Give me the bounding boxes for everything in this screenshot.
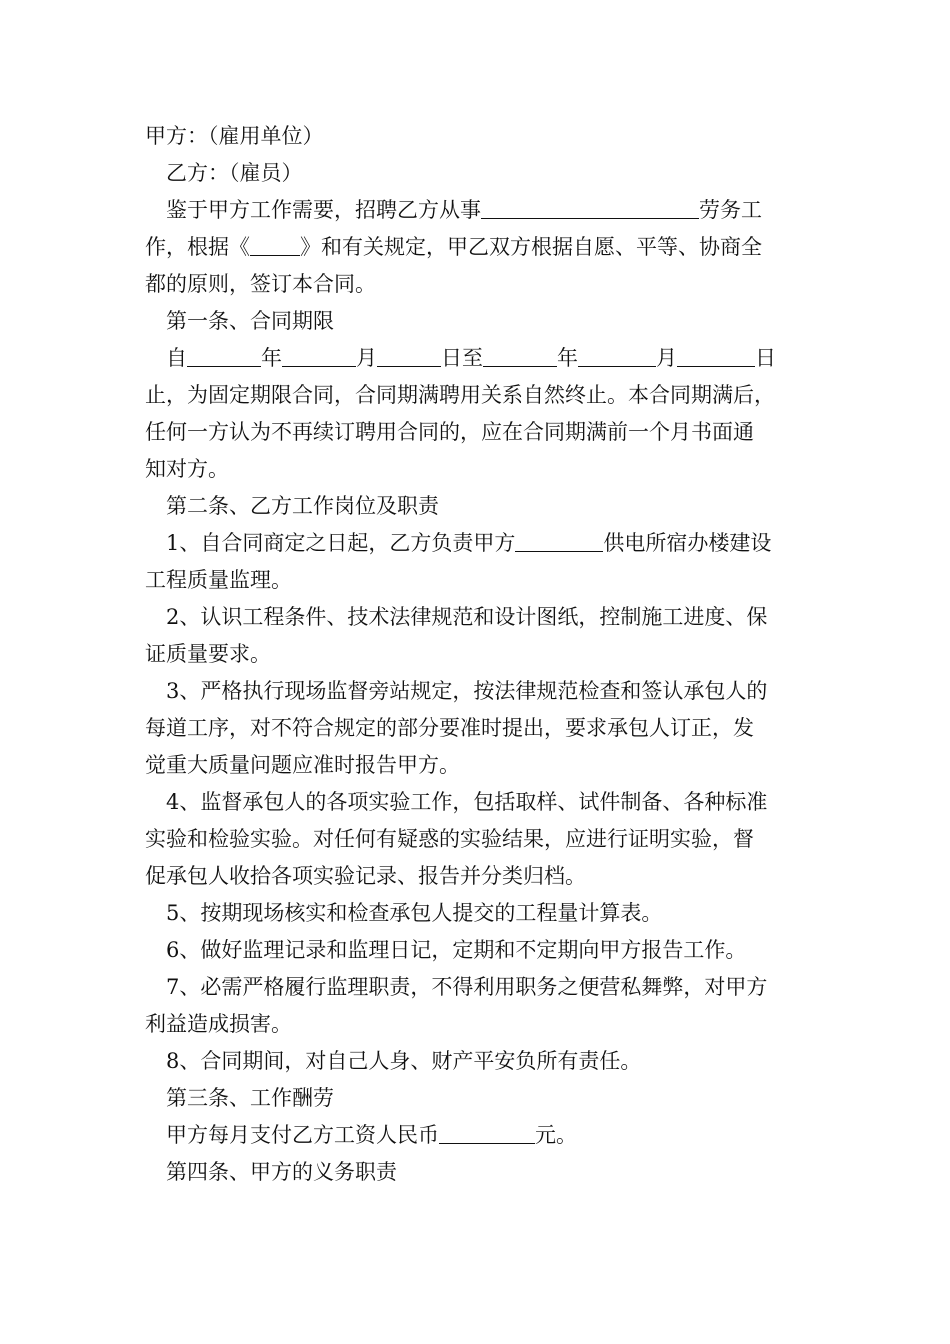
- intro-line-3: 都的原则，签订本合同。: [145, 272, 376, 296]
- month-label: 月: [356, 346, 377, 370]
- article-2-title: 第二条、乙方工作岗位及职责: [166, 494, 439, 518]
- intro-line-2: [145, 229, 835, 266]
- article-2-item-4-cont: 实验和检验实验。对任何有疑惑的实验结果，应进行证明实验，督: [145, 827, 754, 851]
- start-month-blank: [282, 344, 356, 367]
- pay-text-b: 元。: [535, 1123, 577, 1147]
- article-1-dates: [145, 340, 835, 377]
- article-4-title: 第四条、甲方的义务职责: [166, 1160, 397, 1184]
- article-3-pay: [145, 1117, 835, 1154]
- item-1-text-b: 供电所宿办楼建设: [603, 531, 772, 555]
- pay-text-a: 甲方每月支付乙方工资人民币: [166, 1123, 439, 1147]
- intro-text-1b: 劳务工: [699, 198, 762, 222]
- article-1-line-2: 止，为固定期限合同，合同期满聘用关系自然终止。本合同期满后，: [145, 383, 775, 407]
- end-month-blank: [578, 344, 656, 367]
- year-label-2: 年: [557, 346, 578, 370]
- article-1-title: 第一条、合同期限: [166, 309, 334, 333]
- start-year-blank: [187, 344, 261, 367]
- item-1-text-a: 1、自合同商定之日起，乙方负责甲方: [166, 531, 516, 555]
- article-2-item-8: 8、合同期间，对自己人身、财产平安负所有责任。: [166, 1049, 642, 1073]
- salary-blank: [439, 1121, 535, 1144]
- end-year-blank: [483, 344, 557, 367]
- party-b-line: 乙方：（雇员）: [166, 161, 303, 185]
- date-from-label: 自: [166, 346, 187, 370]
- article-3-title: 第三条、工作酬劳: [166, 1086, 334, 1110]
- year-label: 年: [261, 346, 282, 370]
- article-2-item-1: [145, 525, 835, 562]
- article-1-line-4: 知对方。: [145, 457, 229, 481]
- article-2-item-2-cont: 证质量要求。: [145, 642, 271, 666]
- article-2-item-7-cont: 利益造成损害。: [145, 1012, 292, 1036]
- intro-text-2a: 作，根据《: [145, 235, 250, 259]
- day-end-label: 日: [755, 346, 776, 370]
- intro-text-2b: 》和有关规定，甲乙双方根据自愿、平等、协商全: [300, 235, 762, 259]
- day-to-label: 日至: [441, 346, 483, 370]
- party-a-line: 甲方：（雇用单位）: [145, 124, 324, 148]
- contract-document: [145, 118, 835, 1191]
- occupation-blank: [481, 196, 699, 219]
- start-day-blank: [377, 344, 441, 367]
- article-2-item-2: 2、认识工程条件、技术法律规范和设计图纸，控制施工进度、保: [166, 605, 768, 629]
- article-2-item-6: 6、做好监理记录和监理日记，定期和不定期向甲方报告工作。: [166, 938, 747, 962]
- month-label-2: 月: [656, 346, 677, 370]
- article-2-item-3-cont-2: 觉重大质量问题应准时报告甲方。: [145, 753, 460, 777]
- article-2-item-7: 7、必需严格履行监理职责，不得利用职务之便营私舞弊，对甲方: [166, 975, 768, 999]
- intro-text-1a: 鉴于甲方工作需要，招聘乙方从事: [166, 198, 481, 222]
- article-1-line-3: 任何一方认为不再续订聘用合同的，应在合同期满前一个月书面通: [145, 420, 754, 444]
- article-2-item-4: 4、监督承包人的各项实验工作，包括取样、试件制备、各种标准: [166, 790, 768, 814]
- intro-line-1: [145, 192, 835, 229]
- article-2-item-5: 5、按期现场核实和检查承包人提交的工程量计算表。: [166, 901, 663, 925]
- regulation-blank: [250, 233, 300, 256]
- article-2-item-3: 3、严格执行现场监督旁站规定，按法律规范检查和签认承包人的: [166, 679, 768, 703]
- article-2-item-4-cont-2: 促承包人收拾各项实验记录、报告并分类归档。: [145, 864, 586, 888]
- article-2-item-1-cont: 工程质量监理。: [145, 568, 292, 592]
- article-2-item-3-cont: 每道工序，对不符合规定的部分要准时提出，要求承包人订正，发: [145, 716, 754, 740]
- employer-blank: [515, 529, 603, 552]
- end-day-blank: [677, 344, 755, 367]
